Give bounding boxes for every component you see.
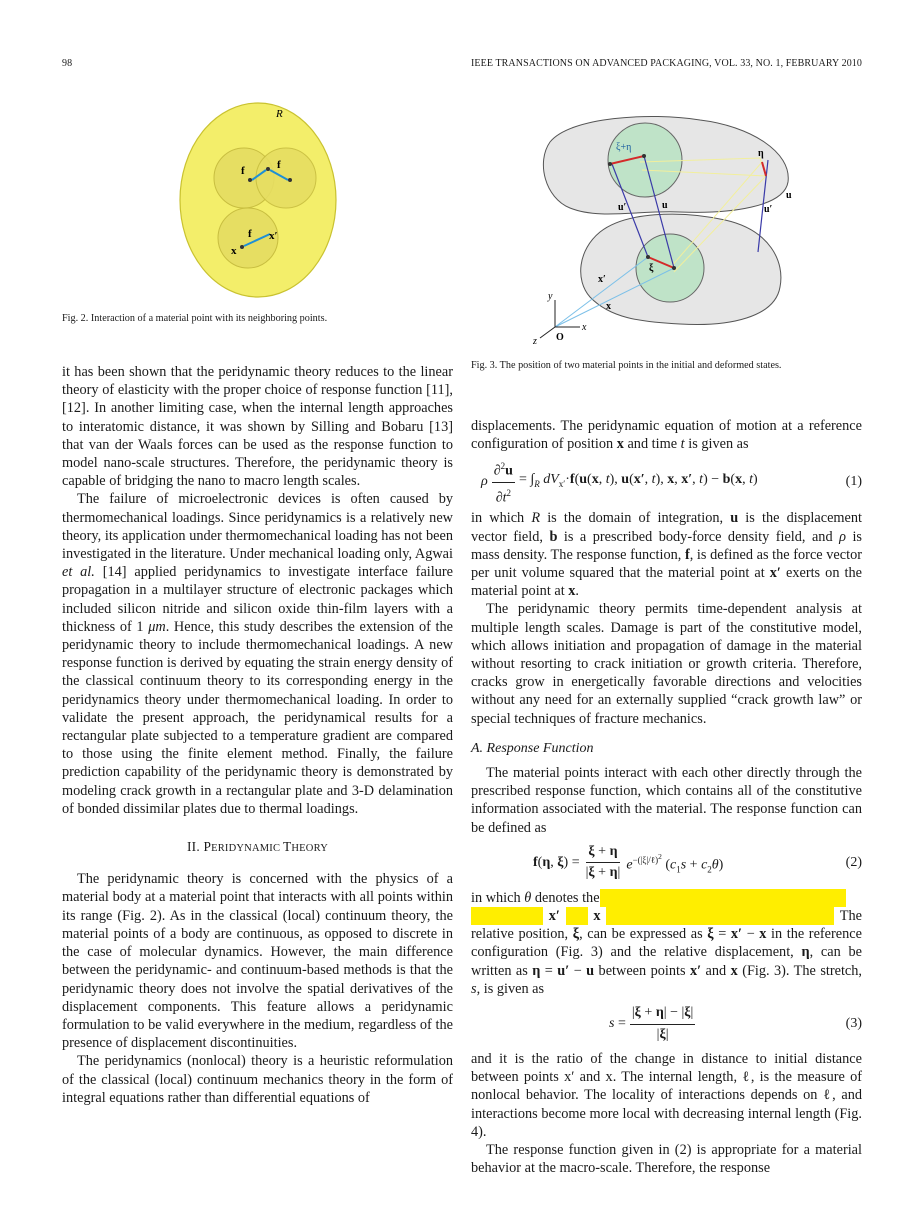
paragraph: The failure of microelectronic devices is often caused by thermomechanical loadings. Since peridynamics is a relatively new theory, its application under thermomechanical loading has not been investigated in the literature. Under mechanical loading only, Agwai et al. [14] applied peridynamics to investigate interface failure propagation in a multilayer structure of electronic packages which included silicon nitride and silicon oxide thin-film layers with a thickness of 1 μm. Hence, this study describes the extension of the peridynamic theory to include thermomechanical loadings. A new response function is derived by equating the strain energy density of the classical continuum theory to its corresponding energy in the peridynamics theory under thermomechanical loading. In order to validate the present approach, the peridynamical results for a rectangular plate subjected to a temperature gradient are compared to those using the finite element method. Finally, the failure prediction capability of the peridynamic theory is demonstrated by modeling crack growth in a rectangular plate and 3-D delamination of bonded dissimilar plates due to thermal loadings. [62, 491, 453, 817]
label-uprime-right: u′ [764, 204, 773, 215]
label-xi: ξ [649, 263, 654, 274]
label-f-bottom: f [248, 228, 252, 240]
figure-2-diagram [178, 100, 338, 300]
label-xprime: x′ [269, 230, 278, 242]
section-heading: II. PERIDYNAMIC THEORY [187, 839, 328, 855]
axis-label-origin: O [556, 332, 564, 343]
figure-3-diagram [530, 112, 820, 348]
paragraph: it has been shown that the peridynamic theory reduces to the linear theory of elasticity with the proper choice of response function [11], [12]. In another limiting case, when the internal length approaches to interatomic distance, it was shown by Silling and Bobaru [13] that van der Waals forces can be used as the response function to model nano-scale structures. Therefore, the peridynamic theory is capable of bridging the nano to macro length scales. [62, 364, 453, 490]
paragraph: in which R is the domain of integration, u is the displacement vector field, b is a prescribed body-force density field, and ρ is mass density. The response function, f, is defined as the force vector per unit volume squared that the material point at x′ exerts on the material point at x. [471, 510, 862, 600]
equation-2: f(η, ξ) = $\frac{\xi + \eta}{|\xi + \eta|}$ $e^{-(|\xi|/\ell)^2}$ $(c_1s + c_2\theta)$ (2) [533, 844, 862, 881]
right-column [471, 417, 862, 1178]
label-f-left: f [241, 165, 245, 177]
label-x: x [231, 245, 237, 257]
point [672, 266, 676, 270]
label-uprime: u′ [618, 202, 627, 213]
paragraph: The response function given in (2) is appropriate for a material behavior at the macro-scale. Therefore, the response [471, 1142, 862, 1177]
axis-label-x: x [582, 322, 587, 333]
label-u-right: u [786, 190, 792, 201]
label-f-right: f [277, 159, 281, 171]
running-header: IEEE TRANSACTIONS ON ADVANCED PACKAGING, VOL. 33, NO. 1, FEBRUARY 2010 [470, 58, 862, 69]
figure-2-caption: Fig. 2. Interaction of a material point with its neighboring points. [62, 313, 328, 324]
figure-3-caption: Fig. 3. The position of two material points in the initial and deformed states. [471, 360, 782, 371]
paragraph: and it is the ratio of the change in distance to initial distance between points x′ and x. The internal length, ℓ, is the measure of nonlocal behavior. The locality of interactions depends on ℓ, and interactions become more local with decreasing internal length (Fig. 4). [471, 1051, 862, 1140]
paragraph: The material points interact with each other directly through the prescribed response function, which contains all of the constitutive information associated with the material. The response function can be defined as [471, 765, 862, 836]
label-xprime: x′ [598, 274, 606, 285]
point [642, 154, 646, 158]
equation-1: ρ $\frac{\partial^2u}{\partial t^2}$ = $\int_R$ $dV_{x'}\cdot f(u(x$, t), u(x′, t), x, x′, t) − b(x, t) (1) [471, 459, 862, 505]
material-point [248, 178, 252, 182]
label-eta: η [758, 148, 764, 159]
label-region: R [276, 108, 283, 120]
paragraph: The peridynamic theory permits time-dependent analysis at multiple length scales. Damage is part of the constitutive model, which allows initiation and propagation of damage in the material without resorting to crack initiation or growth criteria. Therefore, cracks grow in energetically favorable directions and velocities without any need for an externally supplied “crack growth law” or special techniques of fracture mechanics. [471, 601, 862, 727]
paragraph: displacements. The peridynamic equation of motion at a reference configuration of position x and time t is given as [471, 418, 862, 453]
point [646, 255, 650, 259]
axis-label-z: z [533, 336, 537, 347]
material-point [288, 178, 292, 182]
material-point [240, 245, 244, 249]
paragraph: The peridynamics (nonlocal) theory is a heuristic reformulation of the classical (local) continuum mechanics theory in the form of integral equations rather than differential equations of [62, 1053, 453, 1106]
paragraph: The peridynamic theory is concerned with the physics of a material body at a material point that interacts with all points within its range (Fig. 2). As in the classical (local) continuum theory, the material points of a body are continuous, as opposed to discrete in the case of molecular dynamics. However, the main difference between the peridynamic- and continuum-based methods is that the peridynamic theory does not involve the spatial derivatives of the displacement components. This feature allows a peridynamic formulation to be valid everywhere in the medium, regardless of the presence of displacement discontinuities. [62, 871, 453, 1052]
label-x: x [606, 301, 611, 312]
point [608, 162, 612, 166]
subsection-heading: A. Response Function [471, 740, 594, 756]
label-xi-eta: ξ+η [616, 142, 632, 153]
axis-z [540, 327, 555, 338]
left-column [62, 363, 453, 1107]
label-u: u [662, 200, 668, 211]
page-number: 98 [62, 58, 73, 69]
equation-3: s = $\frac{|\xi + \eta| - |\xi|}{|\xi|}$ (3) [609, 1005, 862, 1042]
paragraph: in which θ denotes the x′ x The relative position, ξ, can be expressed as ξ = x′ − x in the reference configuration (Fig. 3) and the relative displacement, η, can be written as η = u′ − u between points x′ and x (Fig. 3). The stretch, s, is given as [471, 889, 862, 997]
material-point [266, 167, 270, 171]
axis-label-y: y [548, 291, 553, 302]
